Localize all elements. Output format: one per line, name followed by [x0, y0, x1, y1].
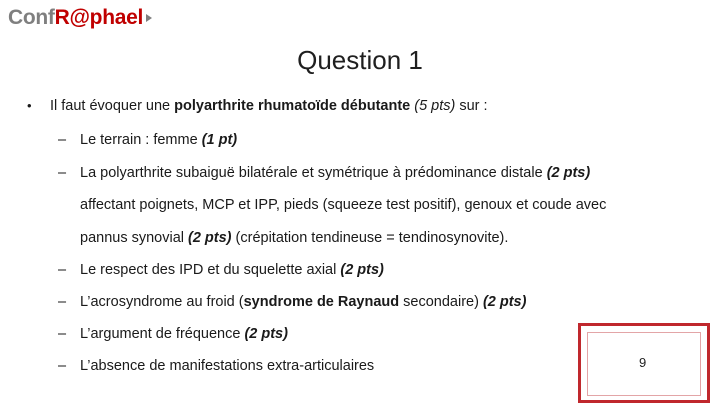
dash-marker: –	[58, 132, 67, 148]
list-item-polyarthrite-cont1: affectant poignets, MCP et IPP, pieds (squeeze test positif), genoux et coude avec	[80, 197, 607, 213]
dash-marker: –	[58, 358, 67, 374]
dash-marker: –	[58, 294, 67, 310]
intro-text: Il faut évoquer une	[50, 98, 175, 114]
logo-text-raphael: R@phael	[54, 6, 144, 29]
points-label: (2 pts)	[188, 230, 232, 246]
bullet-icon: •	[27, 98, 32, 113]
dash-marker: –	[58, 262, 67, 278]
points-label: (2 pts)	[482, 294, 527, 310]
list-item-terrain: Le terrain : femme (1 pt)	[80, 132, 238, 148]
list-item-respect-ipd: Le respect des IPD et du squelette axial (2 pts)	[80, 262, 384, 278]
confraphael-logo	[8, 6, 152, 30]
intro-line: Il faut évoquer une polyarthrite rhumatoïde débutante (5 pts) sur :	[50, 98, 488, 114]
page-number: 9	[639, 355, 647, 370]
points-label: (2 pts)	[244, 326, 288, 342]
list-item-acrosyndrome: L’acrosyndrome au froid (syndrome de Raynaud secondaire) (2 pts)	[80, 294, 527, 310]
list-item-extra-articulaires: L’absence de manifestations extra-articulaires	[80, 358, 375, 374]
logo-arrow-icon	[146, 14, 152, 22]
points-label: (5 pts)	[414, 98, 456, 114]
dash-marker: –	[58, 326, 67, 342]
list-item-polyarthrite-cont2: pannus synovial (2 pts) (crépitation tendineuse = tendinosynovite).	[80, 230, 509, 246]
list-item-frequence: L’argument de fréquence (2 pts)	[80, 326, 288, 342]
points-label: (1 pt)	[201, 132, 238, 148]
list-item-polyarthrite: La polyarthrite subaiguë bilatérale et symétrique à prédominance distale (2 pts)	[80, 165, 591, 181]
slide-title: Question 1	[297, 45, 423, 75]
points-label: (2 pts)	[546, 165, 591, 181]
dash-marker: –	[58, 165, 67, 181]
logo-text-conf: Conf	[8, 6, 55, 29]
raynaud-text: syndrome de Raynaud	[243, 294, 400, 310]
diagnosis-text: polyarthrite rhumatoïde débutante	[174, 98, 411, 114]
points-label: (2 pts)	[340, 262, 384, 278]
